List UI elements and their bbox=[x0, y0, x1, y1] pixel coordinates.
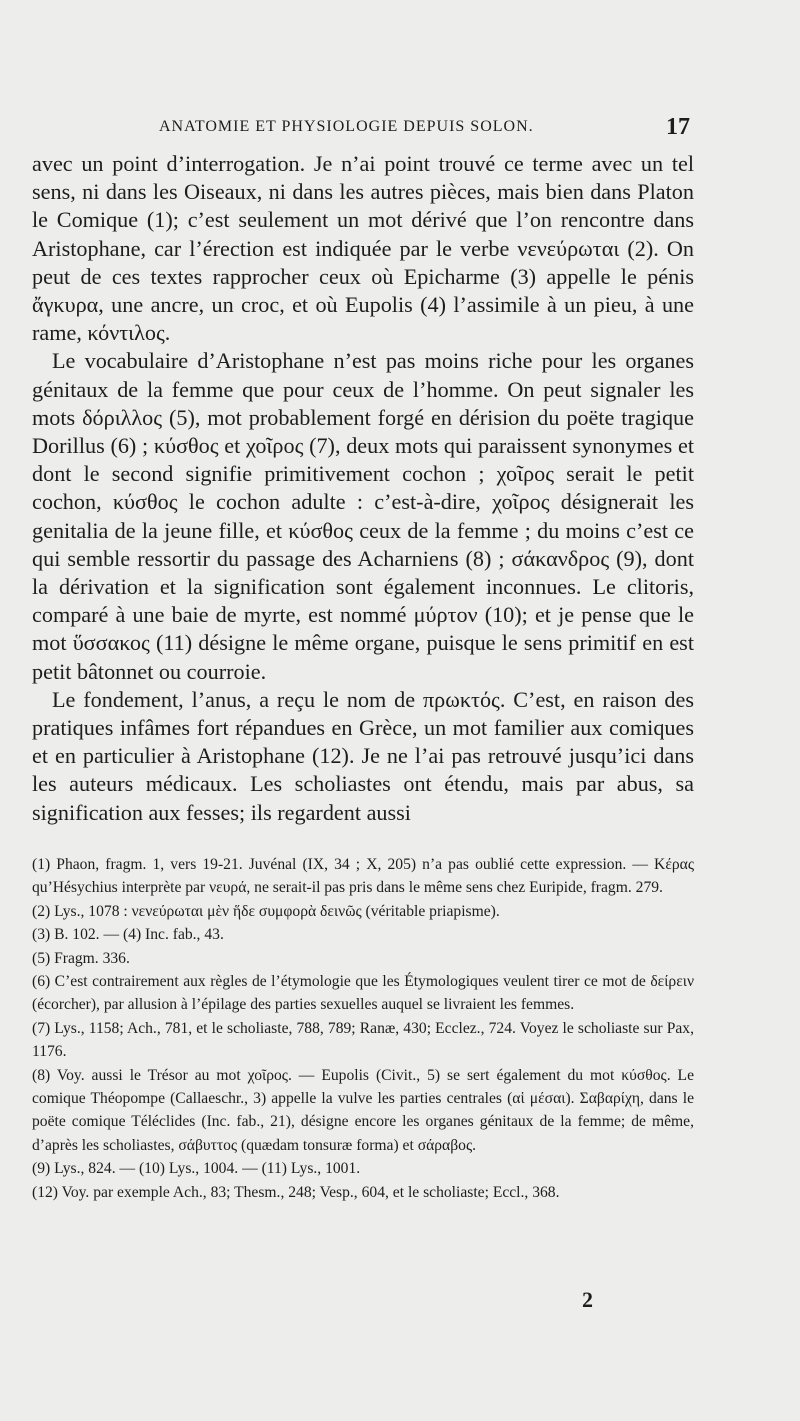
paragraph: avec un point d’interrogation. Je n’ai point trouvé ce terme avec un tel sens, ni dans les Oiseaux, ni dans les autres pièces, mais bien dans Platon le Comique (1); c’est seulement un mot dérivé que l’on rencontre dans Aristophane, car l’érection est indiquée par le verbe νενεύρωται (2). On peut de ces textes rapprocher ceux où Epicharme (3) appelle le pénis ἄγκυρα, une ancre, un croc, et où Eupolis (4) l’assimile à un pieu, à une rame, κόντιλος. bbox=[32, 151, 694, 346]
footnote: (5) Fragm. 336. bbox=[32, 949, 130, 967]
paragraph: Le fondement, l’anus, a reçu le nom de πρωκτός. C’est, en raison des pratiques infâmes fort répandues en Grèce, un mot familier aux comiques et en particulier à Aristophane (12). Je ne l’ai pas retrouvé jusqu’ici dans les auteurs médicaux. Les scholiastes ont étendu, mais par abus, sa signification aux fesses; ils regardent aussi bbox=[32, 686, 694, 825]
footnote: (2) Lys., 1078 : νενεύρωται μὲν ἥδε συμφορὰ δεινῶς (véritable priapisme). bbox=[32, 902, 500, 920]
signature-mark: 2 bbox=[582, 1287, 593, 1312]
footnote: (12) Voy. par exemple Ach., 83; Thesm., 248; Vesp., 604, et le scholiaste; Eccl., 368. bbox=[32, 1183, 560, 1201]
footnotes bbox=[32, 853, 694, 1204]
page-header bbox=[0, 116, 800, 146]
footnote: (9) Lys., 824. — (10) Lys., 1004. — (11) Lys., 1001. bbox=[32, 1160, 361, 1178]
paragraph: Le vocabulaire d’Aristophane n’est pas moins riche pour les organes génitaux de la femme que pour ceux de l’homme. On peut signaler les mots δόριλλος (5), mot probablement forgé en dérision du poëte tragique Dorillus (6) ; κύσθος et χοῖρος (7), deux mots qui paraissent synonymes et dont le second signifie primitivement cochon ; χοῖρος serait le petit cochon, κύσθος le cochon adulte : c’est-à-dire, χοῖρος désignerait les genitalia de la jeune fille, et κύσθος ceux de la femme ; du moins c’est ce qui semble ressortir du passage des Acharniens (8) ; σάκανδρος (9), dont la dérivation et la signification sont également inconnues. Le clitoris, comparé à une baie de myrte, est nommé μύρτον (10); et je pense que le mot ὕσσακος (11) désigne le même organe, puisque le sens primitif en est petit bâtonnet ou courroie. bbox=[32, 348, 694, 684]
page-number: 17 bbox=[666, 114, 690, 140]
footnote: (6) C’est contrairement aux règles de l’étymologie que les Étymologiques veulent tirer ce mot de δείρειν (écorcher), par allusion à l’épilage des parties sexuelles auquel se livraient les femmes. bbox=[32, 973, 694, 1014]
footnote: (1) Phaon, fragm. 1, vers 19-21. Juvénal (IX, 34 ; X, 205) n’a pas oublié cette expression. — Κέρας qu’Hésychius interprète par νευρά, ne serait-il pas pris dans le même sens chez Euripide, fragm. 279. bbox=[32, 856, 694, 897]
footnote: (3) B. 102. — (4) Inc. fab., 43. bbox=[32, 926, 224, 944]
body-text bbox=[32, 150, 694, 827]
running-title: ANATOMIE ET PHYSIOLOGIE DEPUIS SOLON. bbox=[159, 118, 534, 135]
footnote: (8) Voy. aussi le Trésor au mot χοῖρος. — Eupolis (Civit., 5) se sert également du mot κύσθος. Le comique Théopompe (Callaeschr., 3) appelle la vulve les parties centrales (αἱ μέσαι). Σαβαρίχη, dans le poëte comique Téléclides (Inc. fab., 21), désigne encore les organes génitaux de la femme; de même, d’après les scholiastes, σάβυττος (quædam tonsuræ forma) et σάραβος. bbox=[32, 1066, 694, 1154]
footnote: (7) Lys., 1158; Ach., 781, et le scholiaste, 788, 789; Ranæ, 430; Ecclez., 724. Voyez le scholiaste sur Pax, 1176. bbox=[32, 1019, 694, 1061]
